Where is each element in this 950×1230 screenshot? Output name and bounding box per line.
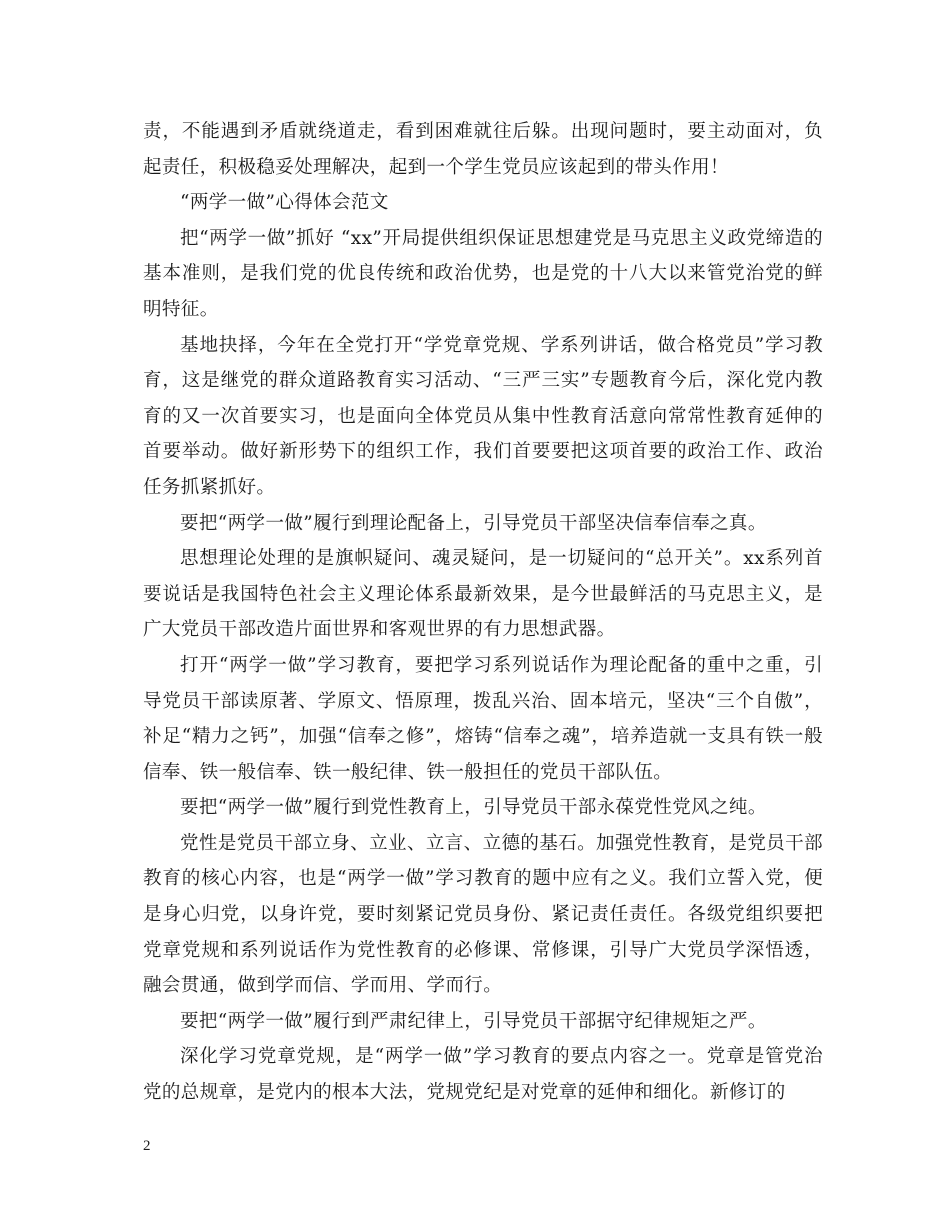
paragraph: 基地抉择，今年在全党打开“学党章党规、学系列讲话，做合格党员”学习教育，这是继党的群众道路教育实习活动、“三严三实”专题教育今后，深化党内教育的又一次首要实习，也是面向全体党员从集中性教育活意向常常性教育延伸的首要举动。做好新形势下的组织工作，我们首要要把这项首要的政治工作、政治任务抓紧抓好。 xyxy=(143,334,823,498)
page-number: 2 xyxy=(143,1138,151,1154)
paragraph-continuation: 责，不能遇到矛盾就绕道走，看到困难就往后躲。出现问题时，要主动面对，负起责任，积极稳妥处理解决，起到一个学生党员应该起到的带头作用！ xyxy=(143,121,823,178)
paragraph: 思想理论处理的是旗帜疑问、魂灵疑问，是一切疑问的“总开关”。xx系列首要说话是我国特色社会主义理论体系最新效果，是今世最鲜活的马克思主义，是广大党员干部改造片面世界和客观世界的有力思想武器。 xyxy=(143,548,823,641)
paragraph: 打开“两学一做”学习教育，要把学习系列说话作为理论配备的重中之重，引导党员干部读原著、学原文、悟原理，拨乱兴治、固本培元，坚决“三个自傲”，补足“精力之钙”，加强“信奉之修”，熔铸“信奉之魂”，培养造就一支具有铁一般信奉、铁一般信奉、铁一般纪律、铁一般担任的党员干部队伍。 xyxy=(143,654,823,783)
paragraph: 要把“两学一做”履行到党性教育上，引导党员干部永葆党性党风之纯。 xyxy=(180,797,767,819)
paragraph: 要把“两学一做”履行到理论配备上，引导党员干部坚决信奉信奉之真。 xyxy=(180,512,767,534)
paragraph: 把“两学一做”抓好 “xx”开局提供组织保证思想建党是马克思主义政党缔造的基本准则，是我们党的优良传统和政治优势，也是党的十八大以来管党治党的鲜明特征。 xyxy=(143,227,823,320)
paragraph: 要把“两学一做”履行到严肃纪律上，引导党员干部据守纪律规矩之严。 xyxy=(180,1010,767,1032)
paragraph: 党性是党员干部立身、立业、立言、立德的基石。加强党性教育，是党员干部教育的核心内容，也是“两学一做”学习教育的题中应有之义。我们立誓入党，便是身心归党，以身许党，要时刻紧记党员身份、紧记责任责任。各级党组织要把党章党规和系列说话作为党性教育的必修课、常修课，引导广大党员学深悟透，融会贯通，做到学而信、学而用、学而行。 xyxy=(143,832,823,997)
section-heading: “两学一做”心得体会范文 xyxy=(180,192,389,214)
paragraph: 深化学习党章党规，是“两学一做”学习教育的要点内容之一。党章是管党治党的总规章，是党内的根本大法，党规党纪是对党章的延伸和细化。新修订的 xyxy=(143,1046,823,1104)
document-body xyxy=(143,114,823,1111)
